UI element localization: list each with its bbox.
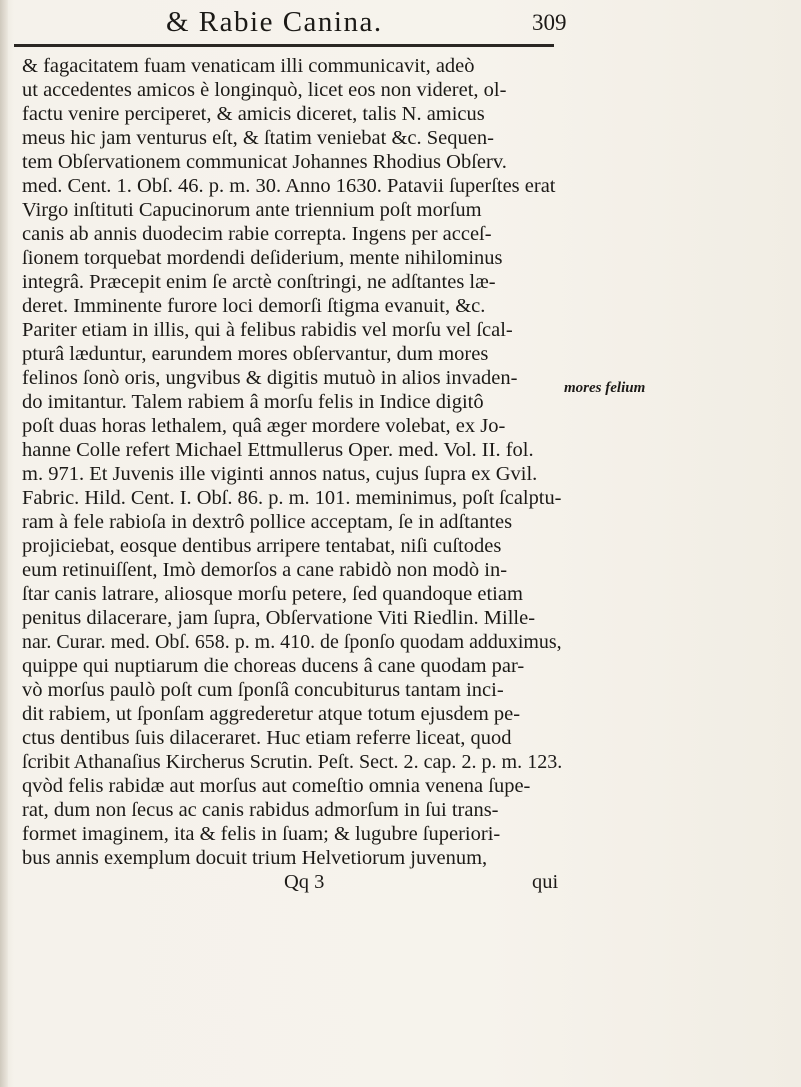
text-line: Virgo inſtituti Capucinorum ante triennium poſt morſum <box>22 199 482 221</box>
text-line: dit rabiem, ut ſponſam aggrederetur atque totum ejusdem pe- <box>22 703 521 725</box>
marginal-note: mores felium <box>564 380 646 396</box>
text-line: felinos ſonò oris, ungvibus & digitis mutuò in alios invaden- <box>22 367 518 389</box>
text-line: qvòd felis rabidæ aut morſus aut comeſtio omnia venena ſupe- <box>22 775 531 797</box>
text-line: tem Obſervationem communicat Johannes Rhodius Obſerv. <box>22 151 507 173</box>
text-line: hanne Colle refert Michael Ettmullerus Oper. med. Vol. II. fol. <box>22 439 534 461</box>
text-line: ſtar canis latrare, aliosque morſu petere, ſed quandoque etiam <box>22 583 523 605</box>
text-line: deret. Imminente furore loci demorſi ſtigma evanuit, &c. <box>22 295 486 317</box>
text-line: ut accedentes amicos è longinquò, licet eos non videret, ol- <box>22 79 507 101</box>
running-head: & Rabie Canina. <box>166 6 383 38</box>
text-line: rat, dum non ſecus ac canis rabidus admorſum in ſui trans- <box>22 799 499 821</box>
text-line: integrâ. Præcepit enim ſe arctè conſtringi, ne adſtantes læ- <box>22 271 496 293</box>
page-header <box>0 0 801 52</box>
text-line: eum retinuiſſent, Imò demorſos a cane rabidò non modò in- <box>22 559 508 581</box>
catchword: qui <box>532 871 559 893</box>
text-line: quippe qui nuptiarum die choreas ducens â cane quodam par- <box>22 655 525 677</box>
text-line: meus hic jam venturus eſt, & ſtatim veniebat &c. Sequen- <box>22 127 494 149</box>
page-number: 309 <box>532 10 567 35</box>
text-line: nar. Curar. med. Obſ. 658. p. m. 410. de ſponſo quodam adduximus, <box>22 631 562 653</box>
signature-mark: Qq 3 <box>284 871 325 893</box>
text-line: penitus dilacerare, jam ſupra, Obſervatione Viti Riedlin. Mille- <box>22 607 536 629</box>
text-line: canis ab annis duodecim rabie correpta. Ingens per acceſ- <box>22 223 492 245</box>
text-line: bus annis exemplum docuit trium Helvetiorum juvenum, <box>22 847 488 869</box>
text-line: ram à fele rabioſa in dextrô pollice acceptam, ſe in adſtantes <box>22 511 513 533</box>
text-line: med. Cent. 1. Obſ. 46. p. m. 30. Anno 1630. Patavii ſuperſtes erat <box>22 175 556 197</box>
footer-line <box>22 870 562 896</box>
text-line: Pariter etiam in illis, qui à felibus rabidis vel morſu vel ſcal- <box>22 319 513 341</box>
text-line: & fagacitatem fuam venaticam illi communicavit, adeò <box>22 55 475 77</box>
text-line: m. 971. Et Juvenis ille viginti annos natus, cujus ſupra ex Gvil. <box>22 463 538 485</box>
text-line: projiciebat, eosque dentibus arripere tentabat, niſi cuſtodes <box>22 535 502 557</box>
text-line: Fabric. Hild. Cent. I. Obſ. 86. p. m. 101. meminimus, poſt ſcalptu- <box>22 487 562 509</box>
text-line: pturâ læduntur, earundem mores obſervantur, dum mores <box>22 343 489 365</box>
body-text <box>22 54 562 896</box>
text-line: formet imaginem, ita & felis in ſuam; & lugubre ſuperiori- <box>22 823 501 845</box>
text-line: do imitantur. Talem rabiem â morſu felis in Indice digitô <box>22 391 484 413</box>
text-line: ctus dentibus ſuis dilaceraret. Huc etiam referre liceat, quod <box>22 727 512 749</box>
text-line: vò morſus paulò poſt cum ſponſâ concubiturus tantam inci- <box>22 679 504 701</box>
text-line: poſt duas horas lethalem, quâ æger mordere volebat, ex Jo- <box>22 415 506 437</box>
text-line: ſionem torquebat mordendi deſiderium, mente nihilominus <box>22 247 503 269</box>
text-line: factu venire perciperet, & amicis diceret, talis N. amicus <box>22 103 485 125</box>
binding-edge <box>0 0 8 1087</box>
header-rule <box>14 44 554 47</box>
text-line: ſcribit Athanaſius Kircherus Scrutin. Peſt. Sect. 2. cap. 2. p. m. 123. <box>22 751 563 773</box>
